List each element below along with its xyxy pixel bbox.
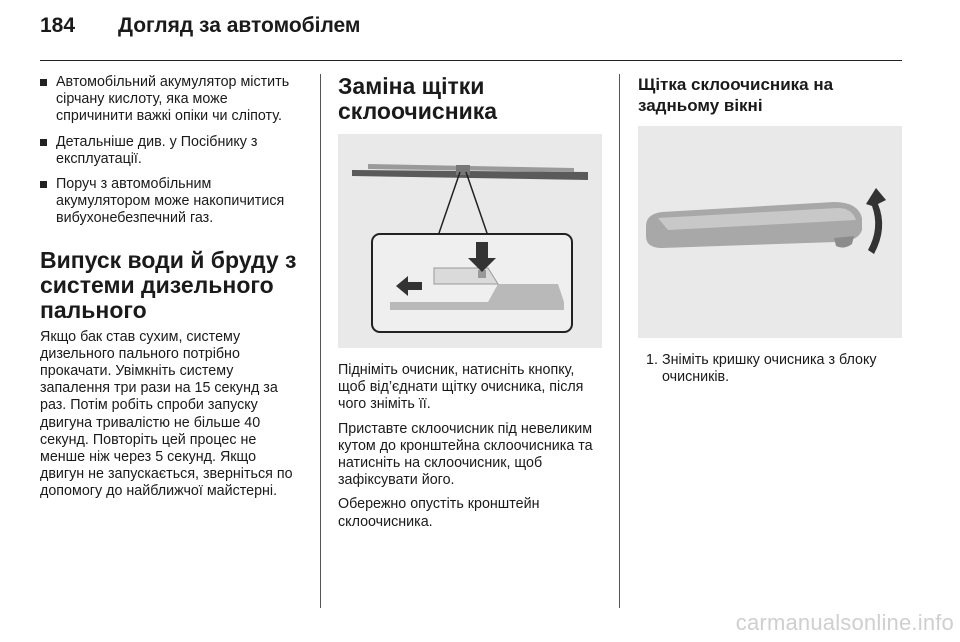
wiper-step-1: Підніміть очисник, натисніть кнопку, щоб від’єднати щітку очисника, після чого зніміть її. (338, 362, 584, 413)
rear-wiper-drawing (638, 126, 902, 338)
column-divider (320, 74, 321, 608)
column-divider (619, 74, 620, 608)
rear-wiper-steps (638, 352, 902, 386)
section-title-rear-wiper: Щітка склоочисника на задньому вікні (638, 75, 834, 115)
square-bullet-icon (40, 181, 47, 188)
list-item: Поруч з автомобільним акумулятором може накопичитися вибухонебезпечний газ. (40, 176, 304, 228)
rear-wiper-illustration (638, 126, 902, 338)
list-item: Автомобільний акумулятор містить сірчану кислоту, яка може спричинити важкі опіки чи сліпоту. (40, 74, 304, 126)
header-rule (40, 60, 902, 61)
warning-list (40, 74, 304, 228)
column-left (40, 74, 304, 508)
list-item (638, 352, 902, 386)
wiper-blade-illustration (338, 134, 602, 348)
step-number: 1. (646, 352, 658, 368)
section-title-wiper: Заміна щітки склоочисника (338, 73, 498, 124)
watermark: carmanualsonline.info (735, 610, 954, 635)
step-text: Зніміть кришку очисника з блоку очисників. (662, 352, 877, 386)
wiper-step-3: Обережно опустіть кронштейн склоочисника. (338, 496, 540, 530)
column-right (638, 74, 902, 386)
square-bullet-icon (40, 139, 47, 146)
running-title: Догляд за автомобілем (118, 14, 361, 37)
list-item: Детальніше див. у Посібнику з експлуатації. (40, 134, 304, 168)
page-header (40, 14, 360, 46)
column-middle (338, 74, 604, 538)
wiper-step-2: Приставте склоочисник під невеликим кутом до кронштейна склоочисника та натисніть на склоочисник, щоб зафіксувати його. (338, 420, 593, 489)
section-text-diesel: Якщо бак став сухим, систему дизельного пального потрібно прокачати. Увімкніть систему запалення три рази на 15 секунд за раз. Потім робіть спроби запуску двигуна тривалістю не більше 40 секунд. Повторіть цей процес не менше ніж через 5 секунд. Якщо двигун не запускається, зверніться по допомогу до найближчої майстерні. (40, 328, 293, 500)
square-bullet-icon (40, 79, 47, 86)
section-title-diesel: Випуск води й бруду з системи дизельного пального (40, 246, 297, 323)
page-number: 184 (40, 14, 76, 37)
wiper-blade-drawing (338, 134, 602, 348)
